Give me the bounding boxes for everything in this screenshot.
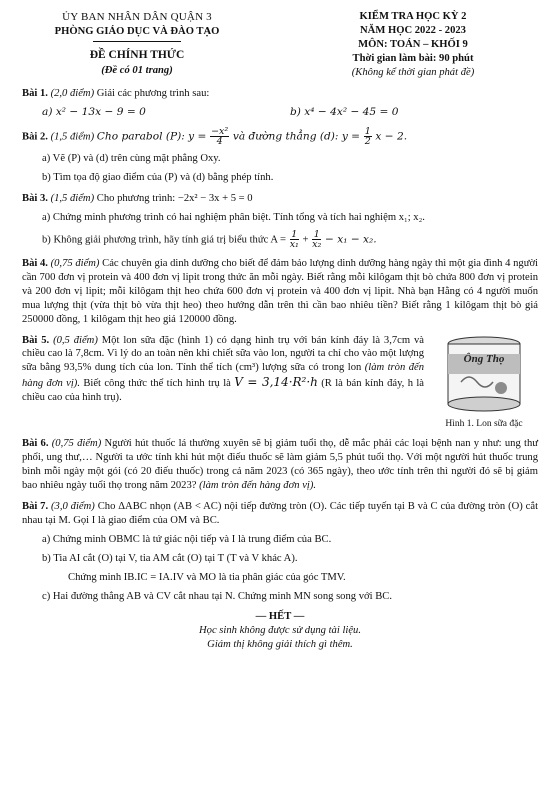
- fraction-numerator: −x²: [211, 125, 229, 137]
- fraction-denominator: 4: [216, 136, 223, 148]
- q3-part-a: a) Chứng minh phương trình có hai nghiệm phân biệt. Tính tổng và tích hai nghiệm x₁; x₂.: [42, 211, 425, 223]
- exam-page: [22, 10, 538, 652]
- school-year: NĂM HỌC 2022 - 2023: [360, 24, 466, 36]
- figure-caption: Hình 1. Lon sữa đặc: [445, 418, 523, 429]
- plus-sign: +: [302, 234, 309, 246]
- question-points: (0,5 điểm): [53, 334, 98, 346]
- fraction-denominator: x₁: [289, 239, 299, 251]
- line-text: và đường thẳng (d): y =: [232, 130, 361, 143]
- exam-footer: [22, 610, 538, 652]
- question-2: [22, 127, 538, 185]
- question-label: Bài 1.: [22, 87, 48, 99]
- q7-part-b-prove: Chứng minh IB.IC = IA.IV và MO là tia phân giác của góc TMV.: [68, 571, 346, 583]
- question-text: Cho ΔABC nhọn (AB < AC) nội tiếp đường tròn (O). Các tiếp tuyến tại B và C của đường tròn (O) cắt nhau tại M. Gọi I là giao điểm của OM và BC.: [22, 500, 539, 526]
- question-label: Bài 6.: [22, 438, 49, 450]
- fraction-numerator: 1: [291, 228, 298, 240]
- question-label: Bài 5.: [22, 334, 50, 346]
- fraction-denominator: x₂: [312, 239, 322, 251]
- q7-part-a: a) Chứng minh OBMC là tứ giác nội tiếp và I là trung điểm của BC.: [42, 533, 332, 545]
- question-text: Cho phương trình: −2x² − 3x + 5 = 0: [96, 192, 253, 204]
- q2-part-a: a) Vẽ (P) và (d) trên cùng mặt phẳng Oxy.: [42, 152, 221, 164]
- question-3: [22, 192, 538, 250]
- q7-part-c: c) Hai đường thẳng AB và CV cắt nhau tại N. Chứng minh MN song song với BC.: [42, 590, 392, 602]
- duration-note: (Không kể thời gian phát đề): [351, 66, 475, 78]
- q1-part-a: a) x² − 13x − 9 = 0: [42, 105, 146, 118]
- question-points: (0,75 điểm): [51, 438, 102, 450]
- q5-text-block: [22, 334, 424, 431]
- question-points: (0,75 điểm): [50, 257, 100, 269]
- fraction-denominator: 2: [364, 136, 371, 148]
- official-label: ĐỀ CHÍNH THỨC: [89, 49, 185, 62]
- district-committee: ỦY BAN NHÂN DÂN QUẬN 3: [62, 11, 212, 23]
- q7-part-b: b) Tia AI cắt (O) tại V, tia AM cắt (O) tại T (T và V khác A).: [42, 552, 298, 564]
- question-label: Bài 7.: [22, 500, 49, 512]
- question-7: [22, 500, 538, 604]
- question-label: Bài 4.: [22, 257, 48, 269]
- question-text: Giải các phương trình sau:: [96, 87, 210, 99]
- line-fraction: [364, 127, 372, 147]
- q1-part-b: b) x⁴ − 4x² − 45 = 0: [290, 105, 399, 118]
- question-text: Một lon sữa đặc (hình 1) có dạng hình trụ với bán kính đáy là 3,7cm và chiều cao là 7,8cm. Vì lý do an toàn nên khi chiết sữa vào lon, người ta chỉ cho vào một lượng sữa bằng 93,5% dung tích của lon. Tính thể tích (cm³) lượng sữa có trong lon: [22, 334, 425, 374]
- footer-note-students: Học sinh không được sử dụng tài liệu.: [199, 624, 361, 636]
- formula-note: (R là bán kính đáy, h là chiều cao của hình trụ).: [22, 378, 424, 404]
- q2-part-b: b) Tìm tọa độ giao điểm của (P) và (d) bằng phép tính.: [42, 171, 274, 183]
- question-5: [22, 334, 538, 431]
- expression-tail: − x₁ − x₂.: [324, 233, 377, 246]
- line-tail: x − 2.: [375, 130, 408, 143]
- end-marker: — HẾT —: [255, 610, 305, 622]
- duration: Thời gian làm bài: 90 phút: [352, 52, 474, 64]
- fraction-1: [290, 230, 299, 250]
- rounding-note: (làm tròn đến hàng đơn vị).: [22, 362, 425, 390]
- exam-header: [22, 10, 538, 80]
- question-points: (2,0 điểm): [50, 87, 95, 99]
- question-6: [22, 437, 538, 493]
- milk-can-image: [441, 334, 527, 416]
- header-left: [22, 10, 252, 80]
- question-points: (1,5 điểm): [50, 192, 95, 204]
- education-office: PHÒNG GIÁO DỤC VÀ ĐÀO TẠO: [54, 25, 220, 37]
- exam-title: KIỂM TRA HỌC KỲ 2: [359, 11, 467, 22]
- question-text: Các chuyên gia dinh dưỡng cho biết để đảm bảo lượng dinh dưỡng hàng ngày thì một gia đình 4 người cần 700 đơn vị protein và 400 đơn vị lipit trong thức ăn mỗi ngày. Biết rằng mỗi kilôgam thịt bò chứa 800 đơn vị protein và 200 đơn vị lipit; mỗi kilôgam thịt heo chứa 600 đơn vị protein và 400 đơn vị lipit. Nhà bạn Hằng có 4 người muốn mua lượng thịt (vừa thịt bò vừa thịt heo) theo hướng dẫn trên thì cần bao nhiêu tiền? Biết rằng 1 kilôgam thịt bò giá 250000 đồng, 1 kilôgam thịt heo giá 120000 đồng.: [22, 257, 538, 325]
- header-divider: [93, 41, 181, 42]
- page-count: (Đề có 01 trang): [101, 64, 173, 76]
- fraction-numerator: 1: [364, 125, 371, 137]
- footer-note-proctors: Giám thị không giải thích gì thêm.: [207, 638, 353, 650]
- header-right: [288, 10, 538, 80]
- question-points: (1,5 điểm): [50, 131, 95, 143]
- question-1: [22, 87, 538, 120]
- figure-1: [430, 334, 538, 431]
- question-label: Bài 3.: [22, 192, 48, 204]
- question-4: [22, 257, 538, 327]
- subject: MÔN: TOÁN – KHỐI 9: [358, 38, 468, 50]
- formula-intro: Biết công thức thể tích hình trụ là: [83, 378, 231, 390]
- question-label: Bài 2.: [22, 131, 48, 143]
- volume-formula: V = 3,14·R²·h: [234, 375, 318, 390]
- fraction-numerator: 1: [313, 228, 320, 240]
- parabol-fraction: [210, 127, 229, 147]
- q3-part-b: [42, 230, 538, 250]
- question-points: (3,0 điểm): [51, 500, 95, 512]
- rounding-note: (làm tròn đến hàng đơn vị).: [199, 479, 317, 491]
- question-text: Người hút thuốc lá thường xuyên sẽ bị giảm tuổi thọ, dễ mắc phải các loại bệnh nan y như: ung thư phổi, ung thư,… Người ta ước tính khi hút một điếu thuốc sẽ làm giảm 5,5 phút tuổi thọ. Với một người hút thuốc trung bình mỗi ngày một gói (có 20 điếu thuốc) trong cả năm 2023 (có 365 ngày), theo ước tính trên thì người đó sẽ bị giảm bao nhiêu ngày tuổi thọ trong năm 2023?: [22, 438, 539, 491]
- parabol-text: Cho parabol (P): y =: [96, 130, 207, 143]
- fraction-2: [312, 230, 321, 250]
- expression-text: b) Không giải phương trình, hãy tính giá trị biểu thức A =: [42, 234, 287, 246]
